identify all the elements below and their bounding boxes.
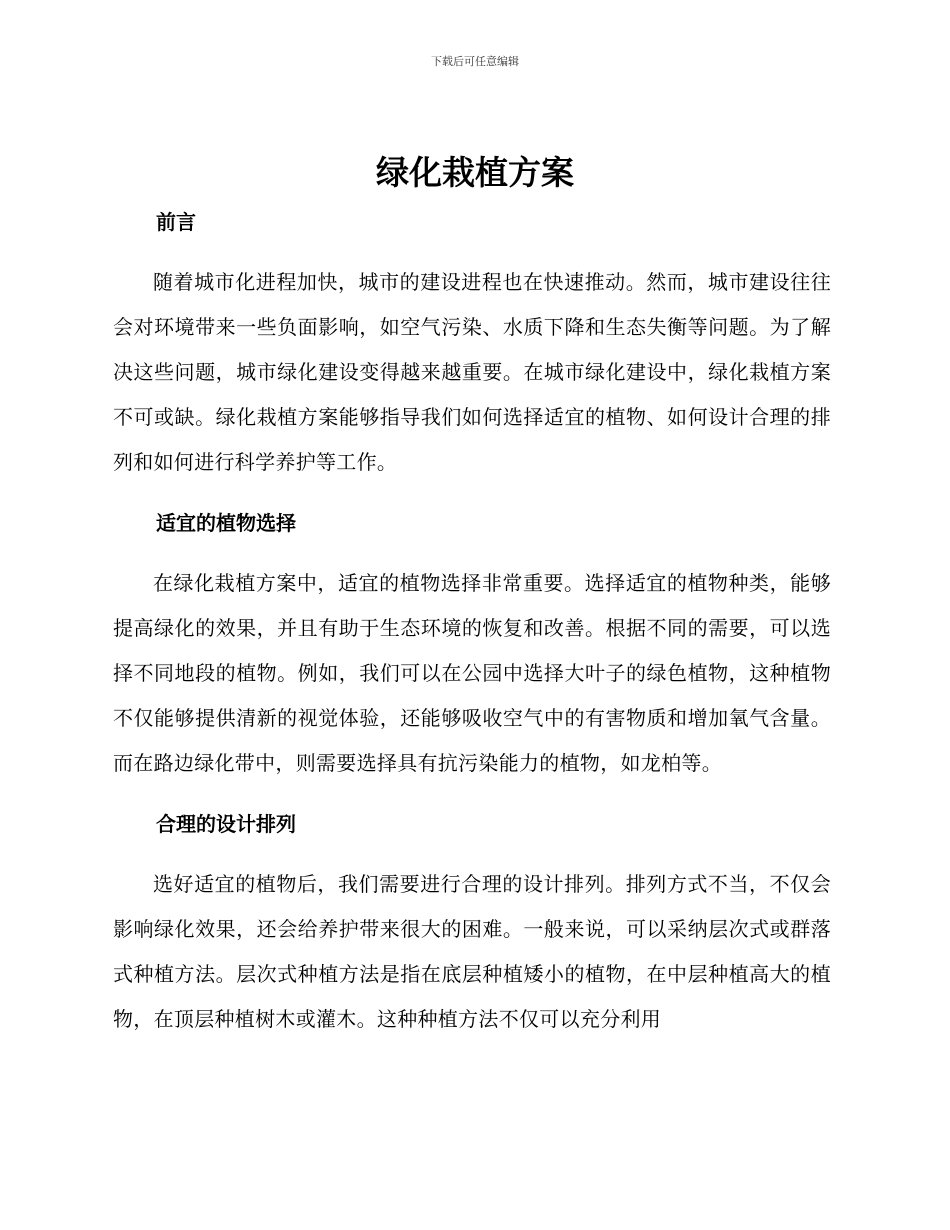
page-header: 下载后可任意编辑 xyxy=(431,55,519,68)
section-heading-plant-selection: 适宜的植物选择 xyxy=(156,511,296,535)
section-paragraph-plant-selection: 在绿化栽植方案中，适宜的植物选择非常重要。选择适宜的植物种类，能够提高绿化的效果，并且有助于生态环境的恢复和改善。根据不同的需要，可以选择不同地段的植物。例如，我们可以在公园中选择大叶子的绿色植物，这种植物不仅能够提供清新的视觉体验，还能够吸收空气中的有害物质和增加氧气含量。而在路边绿化带中，则需要选择具有抗污染能力的植物，如龙柏等。 xyxy=(113,571,831,775)
document-title: 绿化栽植方案 xyxy=(376,153,574,192)
section-paragraph-preface: 随着城市化进程加快，城市的建设进程也在快速推动。然而，城市建设往往会对环境带来一些负面影响，如空气污染、水质下降和生态失衡等问题。为了解决这些问题，城市绿化建设变得越来越重要。在城市绿化建设中，绿化栽植方案不可或缺。绿化栽植方案能够指导我们如何选择适宜的植物、如何设计合理的排列和如何进行科学养护等工作。 xyxy=(113,270,831,474)
section-paragraph-design-arrangement: 选好适宜的植物后，我们需要进行合理的设计排列。排列方式不当，不仅会影响绿化效果，还会给养护带来很大的困难。一般来说，可以采纳层次式或群落式种植方法。层次式种植方法是指在底层种植矮小的植物，在中层种植高大的植物，在顶层种植树木或灌木。这种种植方法不仅可以充分利用 xyxy=(113,872,831,1031)
section-heading-preface: 前言 xyxy=(156,210,196,234)
section-heading-design-arrangement: 合理的设计排列 xyxy=(156,812,296,836)
document-body xyxy=(113,206,831,1042)
